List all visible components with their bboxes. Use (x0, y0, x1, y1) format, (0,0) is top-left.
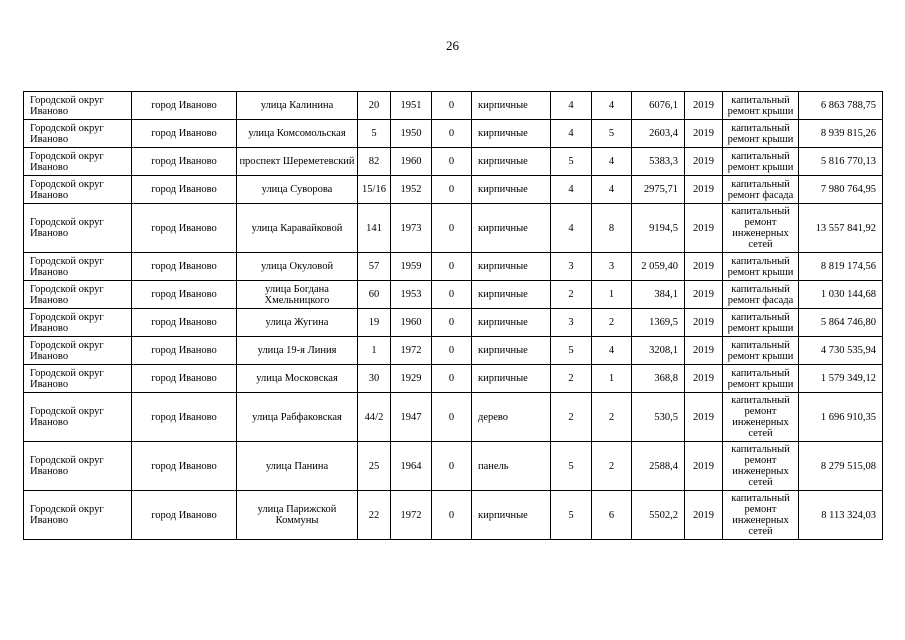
year-cell: 2019 (685, 92, 723, 120)
house-number-cell: 1 (358, 337, 391, 365)
build-year-cell: 1951 (391, 92, 432, 120)
street-cell: улица Калинина (237, 92, 358, 120)
build-year-cell: 1929 (391, 365, 432, 393)
settlement-cell: город Иваново (132, 442, 237, 491)
house-number-cell: 22 (358, 491, 391, 540)
wall-material-cell: кирпичные (472, 120, 551, 148)
table-row (24, 176, 883, 204)
street-cell: улица Панина (237, 442, 358, 491)
year-cell: 2019 (685, 393, 723, 442)
wall-material-cell: кирпичные (472, 148, 551, 176)
municipality-cell: Городской округ Иваново (24, 148, 132, 176)
wall-material-cell: кирпичные (472, 337, 551, 365)
work-type-cell: капитальный ремонт крыши (723, 337, 799, 365)
entrances-cell: 8 (592, 204, 632, 253)
house-number-cell: 82 (358, 148, 391, 176)
work-type-cell: капитальный ремонт инженерных сетей (723, 393, 799, 442)
page-number: 26 (446, 38, 459, 53)
entrances-cell: 2 (592, 393, 632, 442)
area-cell: 5502,2 (632, 491, 685, 540)
zero-cell: 0 (432, 337, 472, 365)
table-row (24, 337, 883, 365)
municipality-cell: Городской округ Иваново (24, 92, 132, 120)
street-cell: улица Жугина (237, 309, 358, 337)
entrances-cell: 4 (592, 176, 632, 204)
table-body (24, 92, 883, 540)
cost-cell: 13 557 841,92 (799, 204, 883, 253)
settlement-cell: город Иваново (132, 491, 237, 540)
area-cell: 2975,71 (632, 176, 685, 204)
zero-cell: 0 (432, 281, 472, 309)
year-cell: 2019 (685, 281, 723, 309)
cost-cell: 6 863 788,75 (799, 92, 883, 120)
build-year-cell: 1960 (391, 309, 432, 337)
year-cell: 2019 (685, 253, 723, 281)
table-row (24, 365, 883, 393)
cost-cell: 7 980 764,95 (799, 176, 883, 204)
floors-cell: 3 (551, 253, 592, 281)
settlement-cell: город Иваново (132, 281, 237, 309)
work-type-cell: капитальный ремонт крыши (723, 92, 799, 120)
street-cell: улица Каравайковой (237, 204, 358, 253)
floors-cell: 4 (551, 120, 592, 148)
zero-cell: 0 (432, 120, 472, 148)
zero-cell: 0 (432, 148, 472, 176)
entrances-cell: 4 (592, 92, 632, 120)
year-cell: 2019 (685, 337, 723, 365)
year-cell: 2019 (685, 204, 723, 253)
settlement-cell: город Иваново (132, 253, 237, 281)
build-year-cell: 1960 (391, 148, 432, 176)
work-type-cell: капитальный ремонт инженерных сетей (723, 491, 799, 540)
work-type-cell: капитальный ремонт крыши (723, 148, 799, 176)
year-cell: 2019 (685, 365, 723, 393)
floors-cell: 2 (551, 365, 592, 393)
zero-cell: 0 (432, 176, 472, 204)
house-number-cell: 5 (358, 120, 391, 148)
area-cell: 530,5 (632, 393, 685, 442)
area-cell: 384,1 (632, 281, 685, 309)
build-year-cell: 1959 (391, 253, 432, 281)
table-row (24, 120, 883, 148)
table-row (24, 393, 883, 442)
municipality-cell: Городской округ Иваново (24, 337, 132, 365)
settlement-cell: город Иваново (132, 204, 237, 253)
cost-cell: 8 819 174,56 (799, 253, 883, 281)
zero-cell: 0 (432, 309, 472, 337)
house-number-cell: 141 (358, 204, 391, 253)
work-type-cell: капитальный ремонт инженерных сетей (723, 204, 799, 253)
floors-cell: 5 (551, 337, 592, 365)
municipality-cell: Городской округ Иваново (24, 204, 132, 253)
floors-cell: 4 (551, 204, 592, 253)
zero-cell: 0 (432, 365, 472, 393)
municipality-cell: Городской округ Иваново (24, 491, 132, 540)
area-cell: 5383,3 (632, 148, 685, 176)
area-cell: 6076,1 (632, 92, 685, 120)
zero-cell: 0 (432, 92, 472, 120)
street-cell: улица Московская (237, 365, 358, 393)
wall-material-cell: кирпичные (472, 491, 551, 540)
zero-cell: 0 (432, 253, 472, 281)
house-number-cell: 57 (358, 253, 391, 281)
entrances-cell: 5 (592, 120, 632, 148)
year-cell: 2019 (685, 309, 723, 337)
area-cell: 2 059,40 (632, 253, 685, 281)
settlement-cell: город Иваново (132, 120, 237, 148)
area-cell: 2603,4 (632, 120, 685, 148)
wall-material-cell: кирпичные (472, 176, 551, 204)
house-number-cell: 44/2 (358, 393, 391, 442)
settlement-cell: город Иваново (132, 176, 237, 204)
entrances-cell: 3 (592, 253, 632, 281)
floors-cell: 5 (551, 491, 592, 540)
floors-cell: 5 (551, 442, 592, 491)
zero-cell: 0 (432, 491, 472, 540)
cost-cell: 8 939 815,26 (799, 120, 883, 148)
floors-cell: 3 (551, 309, 592, 337)
municipality-cell: Городской округ Иваново (24, 309, 132, 337)
street-cell: улица Богдана Хмельницкого (237, 281, 358, 309)
work-type-cell: капитальный ремонт крыши (723, 309, 799, 337)
work-type-cell: капитальный ремонт крыши (723, 120, 799, 148)
wall-material-cell: панель (472, 442, 551, 491)
settlement-cell: город Иваново (132, 148, 237, 176)
entrances-cell: 2 (592, 442, 632, 491)
table-row (24, 92, 883, 120)
municipality-cell: Городской округ Иваново (24, 176, 132, 204)
floors-cell: 2 (551, 393, 592, 442)
year-cell: 2019 (685, 176, 723, 204)
build-year-cell: 1972 (391, 491, 432, 540)
entrances-cell: 1 (592, 281, 632, 309)
wall-material-cell: кирпичные (472, 365, 551, 393)
house-number-cell: 19 (358, 309, 391, 337)
table-row (24, 442, 883, 491)
year-cell: 2019 (685, 148, 723, 176)
cost-cell: 1 030 144,68 (799, 281, 883, 309)
year-cell: 2019 (685, 491, 723, 540)
municipality-cell: Городской округ Иваново (24, 442, 132, 491)
entrances-cell: 2 (592, 309, 632, 337)
municipality-cell: Городской округ Иваново (24, 365, 132, 393)
area-cell: 1369,5 (632, 309, 685, 337)
floors-cell: 4 (551, 92, 592, 120)
wall-material-cell: кирпичные (472, 204, 551, 253)
year-cell: 2019 (685, 442, 723, 491)
build-year-cell: 1953 (391, 281, 432, 309)
house-number-cell: 25 (358, 442, 391, 491)
house-number-cell: 30 (358, 365, 391, 393)
house-number-cell: 60 (358, 281, 391, 309)
street-cell: проспект Шереметевский (237, 148, 358, 176)
entrances-cell: 1 (592, 365, 632, 393)
build-year-cell: 1973 (391, 204, 432, 253)
area-cell: 9194,5 (632, 204, 685, 253)
settlement-cell: город Иваново (132, 393, 237, 442)
cost-cell: 8 113 324,03 (799, 491, 883, 540)
wall-material-cell: кирпичные (472, 281, 551, 309)
floors-cell: 5 (551, 148, 592, 176)
street-cell: улица Парижской Коммуны (237, 491, 358, 540)
cost-cell: 8 279 515,08 (799, 442, 883, 491)
build-year-cell: 1972 (391, 337, 432, 365)
house-number-cell: 15/16 (358, 176, 391, 204)
house-number-cell: 20 (358, 92, 391, 120)
year-cell: 2019 (685, 120, 723, 148)
wall-material-cell: дерево (472, 393, 551, 442)
area-cell: 2588,4 (632, 442, 685, 491)
street-cell: улица Суворова (237, 176, 358, 204)
build-year-cell: 1964 (391, 442, 432, 491)
entrances-cell: 6 (592, 491, 632, 540)
cost-cell: 4 730 535,94 (799, 337, 883, 365)
wall-material-cell: кирпичные (472, 309, 551, 337)
street-cell: улица Комсомольская (237, 120, 358, 148)
entrances-cell: 4 (592, 148, 632, 176)
table-row (24, 491, 883, 540)
street-cell: улица Рабфаковская (237, 393, 358, 442)
wall-material-cell: кирпичные (472, 92, 551, 120)
settlement-cell: город Иваново (132, 365, 237, 393)
table-row (24, 281, 883, 309)
street-cell: улица Окуловой (237, 253, 358, 281)
area-cell: 3208,1 (632, 337, 685, 365)
work-type-cell: капитальный ремонт инженерных сетей (723, 442, 799, 491)
municipality-cell: Городской округ Иваново (24, 281, 132, 309)
build-year-cell: 1947 (391, 393, 432, 442)
municipality-cell: Городской округ Иваново (24, 393, 132, 442)
floors-cell: 4 (551, 176, 592, 204)
area-cell: 368,8 (632, 365, 685, 393)
cost-cell: 5 864 746,80 (799, 309, 883, 337)
cost-cell: 5 816 770,13 (799, 148, 883, 176)
table-row (24, 204, 883, 253)
table-row (24, 253, 883, 281)
zero-cell: 0 (432, 204, 472, 253)
work-type-cell: капитальный ремонт фасада (723, 176, 799, 204)
entrances-cell: 4 (592, 337, 632, 365)
housing-repair-table (23, 91, 883, 540)
cost-cell: 1 696 910,35 (799, 393, 883, 442)
settlement-cell: город Иваново (132, 92, 237, 120)
table-row (24, 148, 883, 176)
zero-cell: 0 (432, 442, 472, 491)
municipality-cell: Городской округ Иваново (24, 120, 132, 148)
settlement-cell: город Иваново (132, 337, 237, 365)
work-type-cell: капитальный ремонт крыши (723, 365, 799, 393)
table-row (24, 309, 883, 337)
settlement-cell: город Иваново (132, 309, 237, 337)
wall-material-cell: кирпичные (472, 253, 551, 281)
zero-cell: 0 (432, 393, 472, 442)
work-type-cell: капитальный ремонт фасада (723, 281, 799, 309)
street-cell: улица 19-я Линия (237, 337, 358, 365)
build-year-cell: 1950 (391, 120, 432, 148)
build-year-cell: 1952 (391, 176, 432, 204)
municipality-cell: Городской округ Иваново (24, 253, 132, 281)
floors-cell: 2 (551, 281, 592, 309)
work-type-cell: капитальный ремонт крыши (723, 253, 799, 281)
cost-cell: 1 579 349,12 (799, 365, 883, 393)
